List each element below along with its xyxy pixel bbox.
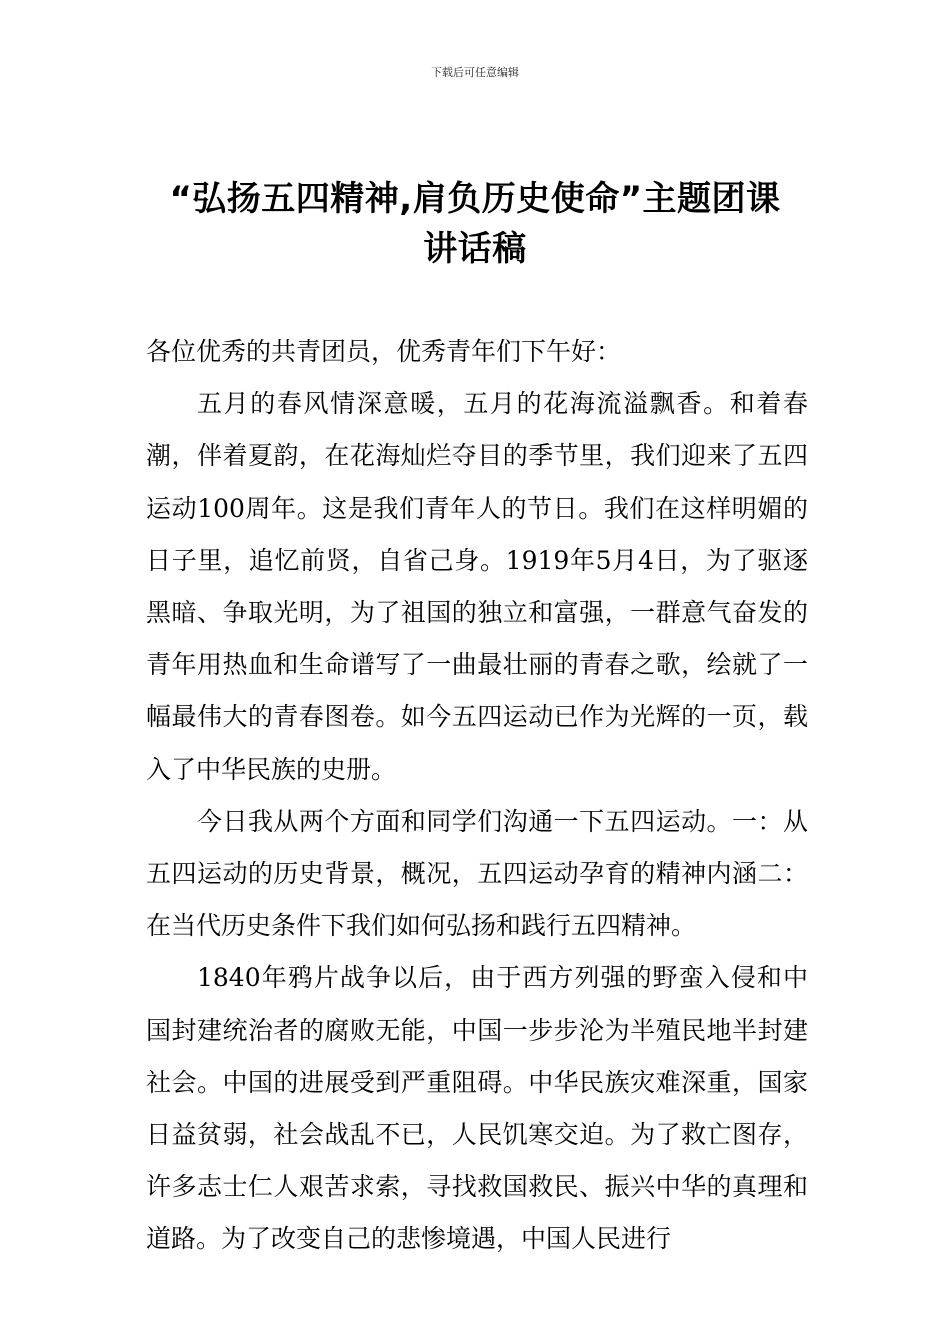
title-line-1: “弘扬五四精神,肩负历史使命”主题团课	[169, 179, 781, 219]
document-title	[140, 174, 810, 274]
header-note: 下载后可任意编辑	[431, 66, 519, 79]
body-paragraph: 1840年鸦片战争以后，由于西方列强的野蛮入侵和中国封建统治者的腐败无能，中国一步步沦为半殖民地半封建社会。中国的进展受到严重阻碍。中华民族灾难深重，国家日益贫弱，社会战乱不已，人民饥寒交迫。为了救亡图存，许多志士仁人艰苦求索，寻找救国救民、振兴中华的真理和道路。为了改变自己的悲惨境遇，中国人民进行	[146, 963, 808, 1254]
body-paragraph: 五月的春风情深意暖，五月的花海流溢飘香。和着春潮，伴着夏韵，在花海灿烂夺目的季节里，我们迎来了五四运动100周年。这是我们青年人的节日。我们在这样明媚的日子里，追忆前贤，自省己身。1919年5月4日，为了驱逐黑暗、争取光明，为了祖国的独立和富强，一群意气奋发的青年用热血和生命谱写了一曲最壮丽的青春之歌，绘就了一幅最伟大的青春图卷。如今五四运动已作为光辉的一页，载入了中华民族的史册。	[146, 389, 808, 784]
body-paragraph: 今日我从两个方面和同学们沟通一下五四运动。一：从五四运动的历史背景，概况，五四运动孕育的精神内涵二：在当代历史条件下我们如何弘扬和践行五四精神。	[146, 806, 808, 941]
greeting-paragraph: 各位优秀的共青团员，优秀青年们下午好：	[146, 337, 622, 366]
title-line-2: 讲话稿	[423, 229, 527, 269]
document-body	[146, 326, 808, 1266]
